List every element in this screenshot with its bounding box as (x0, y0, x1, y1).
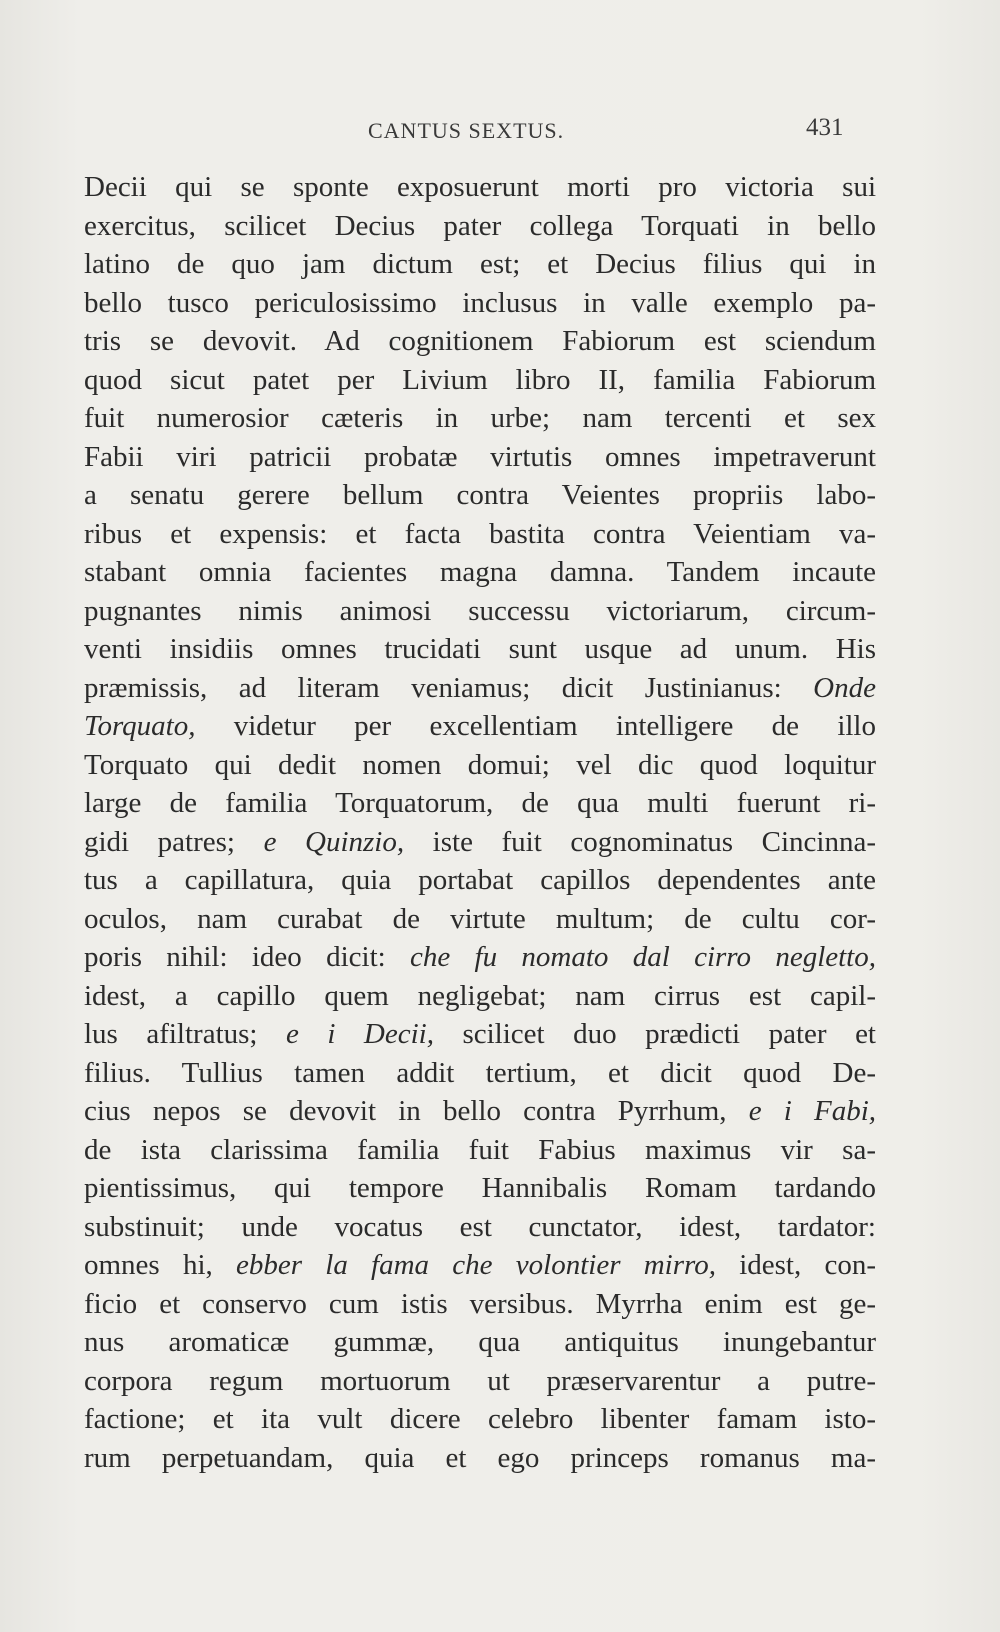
text-line (84, 977, 876, 1016)
text-line (84, 784, 876, 823)
text-segment: poris nihil: ideo dicit: (84, 941, 410, 973)
text-segment: tus a capillatura, quia portabat capillos dependentes ante (84, 864, 876, 896)
text-line (84, 1131, 876, 1170)
text-segment: omnes hi, (84, 1249, 236, 1281)
text-segment: cius nepos se devovit in bello contra Pyrrhum, (84, 1095, 749, 1127)
text-segment: corpora regum mortuorum ut præservarentur a putre- (84, 1364, 876, 1397)
text-segment: stabant omnia facientes magna damna. Tandem incaute (84, 556, 876, 588)
text-line (84, 707, 876, 746)
text-line (84, 553, 876, 592)
text-segment: a senatu gerere bellum contra Veientes propriis labo- (84, 479, 876, 511)
page-number: 431 (806, 114, 844, 141)
italic-quotation: e Quinzio, (263, 825, 405, 858)
text-line (84, 1362, 876, 1401)
text-line (84, 1054, 876, 1093)
text-line (84, 207, 876, 246)
text-line (84, 284, 876, 323)
text-line (84, 1285, 876, 1324)
text-segment: de ista clarissima familia fuit Fabius maximus vir sa- (84, 1133, 876, 1166)
text-line (84, 1092, 876, 1131)
text-segment: pientissimus, qui tempore Hannibalis Romam tardando (84, 1172, 876, 1204)
text-segment: iste fuit cognominatus Cincinna- (404, 825, 876, 858)
text-line (84, 938, 876, 977)
text-segment: ficio et conservo cum istis versibus. Myrrha enim est ge- (84, 1287, 876, 1320)
text-line (84, 1246, 876, 1285)
text-line (84, 1323, 876, 1362)
text-segment: tris se devovit. Ad cognitionem Fabiorum est sciendum (84, 325, 876, 357)
text-segment: nus aromaticæ gummæ, qua antiquitus inungebantur (84, 1326, 876, 1358)
text-segment: Fabii viri patricii probatæ virtutis omnes impetraverunt (84, 440, 876, 473)
text-segment: large de familia Torquatorum, de qua multi fuerunt ri- (84, 787, 876, 819)
italic-quotation: Torquato, (84, 710, 196, 742)
text-segment: fuit numerosior cæteris in urbe; nam tercenti et sex (84, 402, 876, 434)
text-segment: exercitus, scilicet Decius pater collega Torquati in bello (84, 209, 876, 242)
text-line (84, 900, 876, 939)
body-text (84, 168, 876, 1477)
italic-quotation: ebber la fama che volontier mirro, (236, 1249, 716, 1281)
text-segment: gidi patres; (84, 825, 264, 858)
text-segment: præmissis, ad literam veniamus; dicit Justinianus: (84, 671, 814, 704)
text-segment: lus afiltratus; (84, 1018, 286, 1050)
text-segment: scilicet duo prædicti pater et (433, 1018, 876, 1050)
italic-quotation: che fu nomato dal cirro negletto, (410, 941, 876, 973)
text-line (84, 168, 876, 207)
text-segment: ribus et expensis: et facta bastita contra Veientiam va- (84, 517, 876, 550)
text-line (84, 1400, 876, 1439)
text-segment: videtur per excellentiam intelligere de illo (195, 710, 876, 742)
text-line (84, 245, 876, 284)
text-line (84, 630, 876, 669)
text-segment: bello tusco periculosissimo inclusus in valle exemplo pa- (84, 286, 876, 319)
text-segment: filius. Tullius tamen addit tertium, et dicit quod De- (84, 1056, 876, 1089)
text-segment: quod sicut patet per Livium libro II, familia Fabiorum (84, 363, 876, 396)
text-line (84, 1208, 876, 1247)
text-segment: idest, a capillo quem negligebat; nam cirrus est capil- (84, 979, 876, 1012)
text-segment: venti insidiis omnes trucidati sunt usque ad unum. His (84, 633, 876, 665)
text-line (84, 1015, 876, 1054)
text-line (84, 746, 876, 785)
text-segment: oculos, nam curabat de virtute multum; de cultu cor- (84, 902, 876, 935)
text-line (84, 515, 876, 554)
running-head: CANTUS SEXTUS. (368, 118, 565, 143)
italic-quotation: e i Decii, (285, 1018, 434, 1050)
text-segment: latino de quo jam dictum est; et Decius filius qui in (84, 248, 876, 280)
text-segment: rum perpetuandam, quia et ego princeps romanus ma- (84, 1441, 876, 1474)
text-line (84, 1439, 876, 1478)
text-line (84, 399, 876, 438)
text-line (84, 322, 876, 361)
text-segment: substinuit; unde vocatus est cunctator, idest, tardator: (84, 1210, 876, 1243)
text-line (84, 861, 876, 900)
text-line (84, 438, 876, 477)
text-segment: factione; et ita vult dicere celebro libenter famam isto- (84, 1403, 876, 1435)
text-segment: Torquato qui dedit nomen domui; vel dic quod loquitur (84, 748, 876, 781)
text-line (84, 669, 876, 708)
text-segment: idest, con- (715, 1249, 876, 1281)
text-segment: pugnantes nimis animosi successu victoriarum, circum- (84, 594, 876, 627)
italic-quotation: e i Fabi, (748, 1095, 877, 1127)
text-line (84, 592, 876, 631)
text-segment: Decii qui se sponte exposuerunt morti pro victoria sui (84, 171, 876, 203)
text-line (84, 1169, 876, 1208)
text-line (84, 823, 876, 862)
text-line (84, 361, 876, 400)
italic-quotation: Onde (813, 671, 876, 704)
text-line (84, 476, 876, 515)
page-header (0, 114, 1000, 158)
